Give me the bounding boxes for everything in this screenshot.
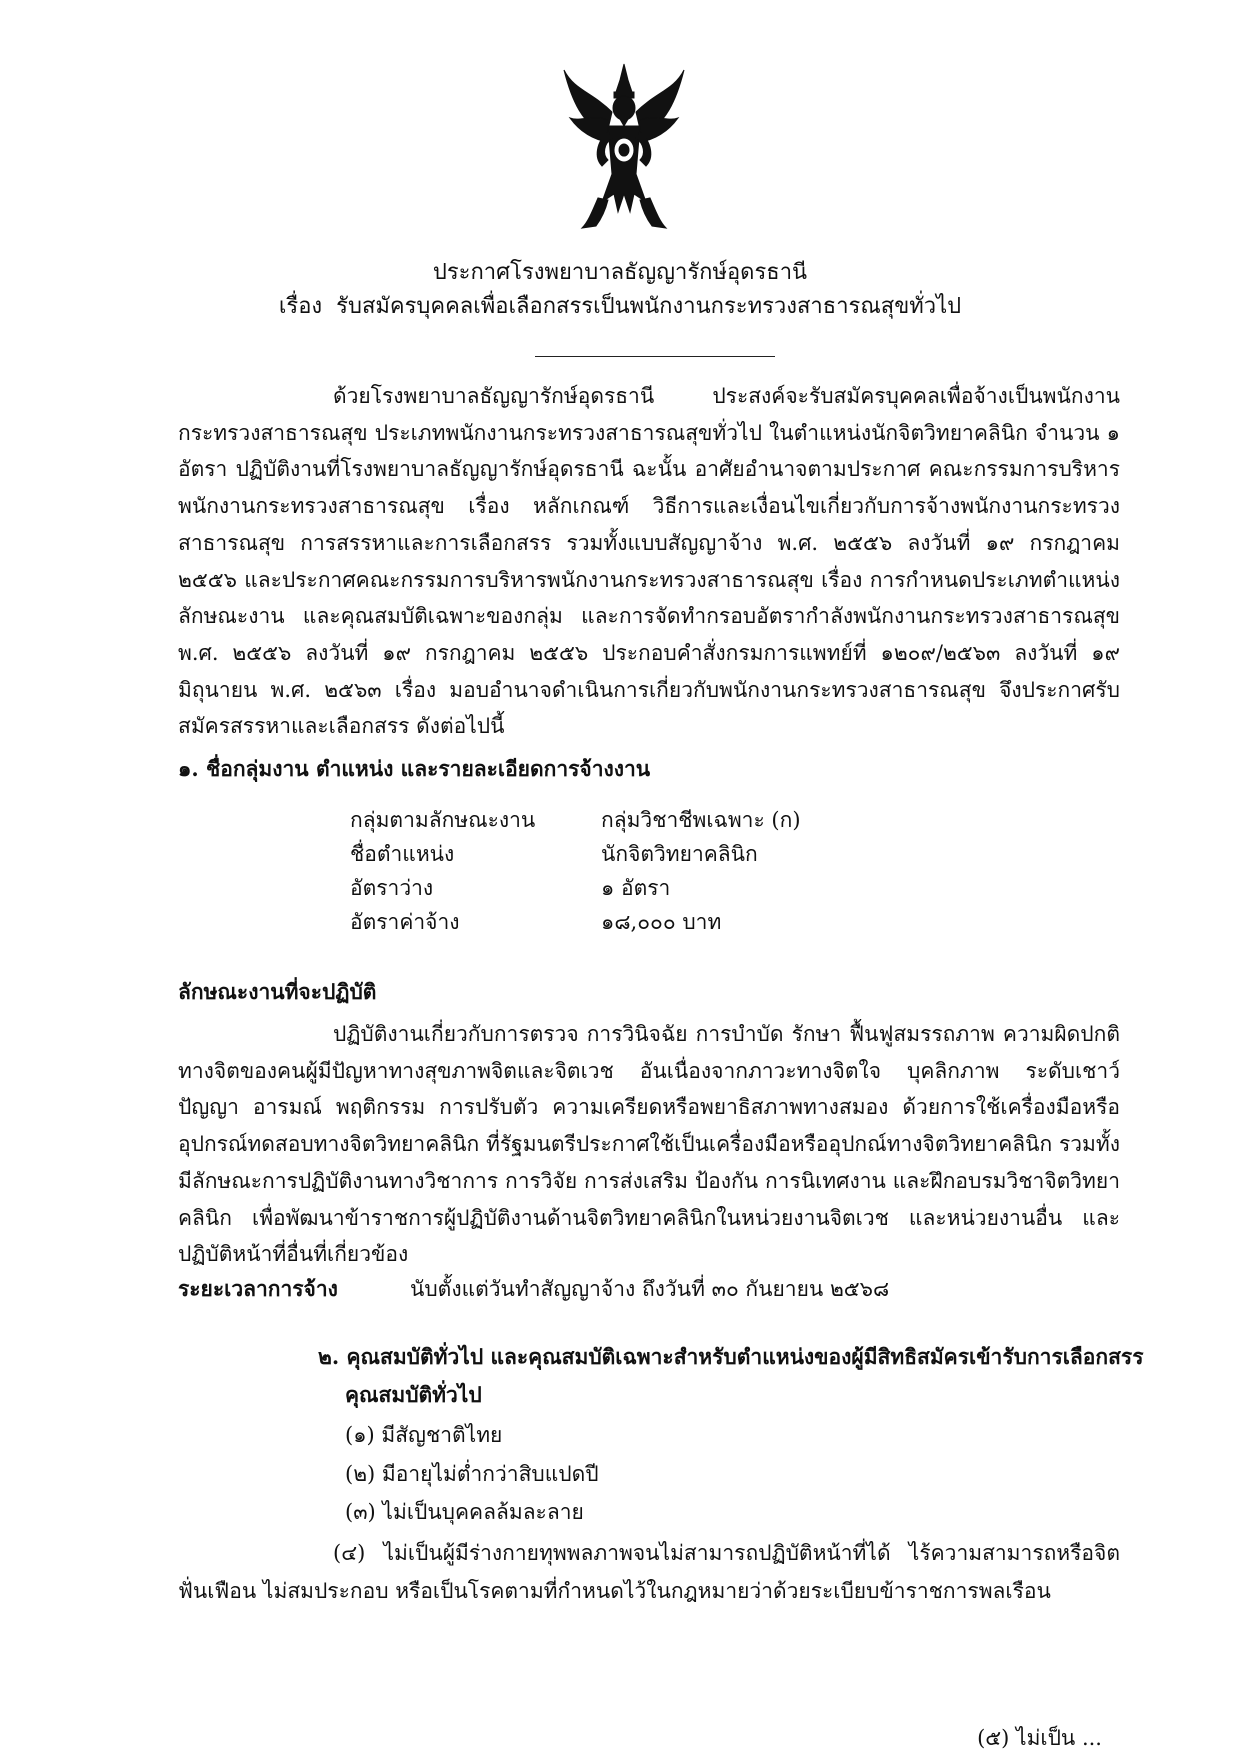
duties-paragraph: ปฏิบัติงานเกี่ยวกับการตรวจ การวินิจฉัย การบำบัด รักษา ฟื้นฟูสมรรถภาพ ความผิดปกติทางจิตของคนผู้มีปัญหาทางสุขภาพจิตและจิตเวช อันเนื่องจากภาวะทางจิตใจ บุคลิกภาพ ระดับเชาว์ปัญญา อารมณ์ พฤติกรรม การปรับตัว ความเครียดหรือพยาธิสภาพทางสมอง ด้วยการใช้เครื่องมือหรืออุปกรณ์ทดสอบทางจิตวิทยาคลินิก ที่รัฐมนตรีประกาศใช้เป็นเครื่องมือหรืออุปกณ์ทางจิตวิทยาคลินิก รวมทั้งมีลักษณะการปฏิบัติงานทางวิชาการ การวิจัย การส่งเสริม ป้องกัน การนิเทศงาน และฝึกอบรมวิชาจิตวิทยาคลินิก เพื่อพัฒนาข้าราชการผู้ปฏิบัติงานด้านจิตวิทยาคลินิกในหน่วยงานจิตเวช และหน่วยงานอื่น และปฏิบัติหน้าที่อื่นที่เกี่ยวข้อง [178, 1022, 1120, 1267]
subject-label: เรื่อง [278, 294, 323, 319]
detail-label: อัตราค่าจ้าง [350, 910, 460, 934]
duration-value: นับตั้งแต่วันทำสัญญาจ้าง ถึงวันที่ ๓๐ กันยายน ๒๕๖๘ [410, 1277, 890, 1301]
intro-paragraph: ด้วยโรงพยาบาลธัญญารักษ์อุดรธานี ประสงค์จะรับสมัครบุคคลเพื่อจ้างเป็นพนักงานกระทรวงสาธารณสุข ประเภทพนักงานกระทรวงสาธารณสุขทั่วไป ในตำแหน่งนักจิตวิทยาคลินิก จำนวน ๑ อัตรา ปฏิบัติงานที่โรงพยาบาลธัญญารักษ์อุดรธานี ฉะนั้น อาศัยอำนาจตามประกาศ คณะกรรมการบริหารพนักงานกระทรวงสาธารณสุข เรื่อง หลักเกณฑ์ วิธีการและเงื่อนไขเกี่ยวกับการจ้างพนักงานกระทรวงสาธารณสุข การสรรหาและการเลือกสรร รวมทั้งแบบสัญญาจ้าง พ.ศ. ๒๕๕๖ ลงวันที่ ๑๙ กรกฎาคม ๒๕๕๖ และประกาศคณะกรรมการบริหารพนักงานกระทรวงสาธารณสุข เรื่อง การกำหนดประเภทตำแหน่ง ลักษณะงาน และคุณสมบัติเฉพาะของกลุ่ม และการจัดทำกรอบอัตรากำลังพนักงานกระทรวงสาธารณสุข พ.ศ. ๒๕๕๖ ลงวันที่ ๑๙ กรกฎาคม ๒๕๕๖ ประกอบคำสั่งกรมการแพทย์ที่ ๑๒๐๙/๒๕๖๓ ลงวันที่ ๑๙ มิถุนายน พ.ศ. ๒๕๖๓ เรื่อง มอบอำนาจดำเนินการเกี่ยวกับพนักงานกระทรวงสาธารณสุข จึงประกาศรับสมัครสรรหาและเลือกสรร ดังต่อไปนี้ [178, 384, 1120, 739]
qualification-item: (๑) มีสัญชาติไทย [345, 1423, 503, 1447]
detail-value: ๑ อัตรา [601, 876, 671, 900]
detail-label: ชื่อตำแหน่ง [350, 842, 455, 866]
detail-row-position [350, 837, 1050, 871]
title-divider [535, 356, 775, 357]
position-details [350, 803, 1050, 939]
duties-heading: ลักษณะงานที่จะปฏิบัติ [178, 979, 377, 1004]
detail-value: ๑๘,๐๐๐ บาท [601, 910, 722, 934]
section2-heading: ๒. คุณสมบัติทั่วไป และคุณสมบัติเฉพาะสำหรับตำแหน่งของผู้มีสิทธิสมัครเข้ารับการเลือกสรร [318, 1344, 1144, 1369]
qualification-item: (๓) ไม่เป็นบุคคลล้มละลาย [345, 1500, 584, 1524]
qualification-item: (๒) มีอายุไม่ต่ำกว่าสิบแปดปี [345, 1462, 599, 1486]
subject-text: รับสมัครบุคคลเพื่อเลือกสรรเป็นพนักงานกระทรวงสาธารณสุขทั่วไป [336, 294, 962, 319]
continuation-marker: (๕) ไม่เป็น ... [977, 1726, 1102, 1750]
qualification-item-4: (๔) ไม่เป็นผู้มีร่างกายทุพพลภาพจนไม่สามารถปฏิบัติหน้าที่ได้ ไร้ความสามารถหรือจิตฟั่นเฟือน ไม่สมประกอบ หรือเป็นโรคตามที่กำหนดไว้ในกฎหมายว่าด้วยระเบียบข้าราชการพลเรือน [178, 1541, 1120, 1603]
detail-label: กลุ่มตามลักษณะงาน [350, 808, 536, 832]
detail-row-vacancy [350, 871, 1050, 905]
announcement-subject [0, 292, 1240, 322]
detail-label: อัตราว่าง [350, 876, 434, 900]
duration-label: ระยะเวลาการจ้าง [178, 1276, 338, 1301]
garuda-emblem-icon [562, 62, 686, 232]
detail-row-salary [350, 905, 1050, 939]
section2-subheading: คุณสมบัติทั่วไป [345, 1382, 482, 1407]
detail-value: กลุ่มวิชาชีพเฉพาะ (ก) [601, 808, 801, 832]
announcement-title: ประกาศโรงพยาบาลธัญญารักษ์อุดรธานี [432, 260, 808, 285]
section1-heading: ๑. ชื่อกลุ่มงาน ตำแหน่ง และรายละเอียดการจ้างงาน [178, 756, 651, 781]
employment-duration [178, 1274, 889, 1304]
detail-row-group [350, 803, 1050, 837]
detail-value: นักจิตวิทยาคลินิก [601, 842, 758, 866]
